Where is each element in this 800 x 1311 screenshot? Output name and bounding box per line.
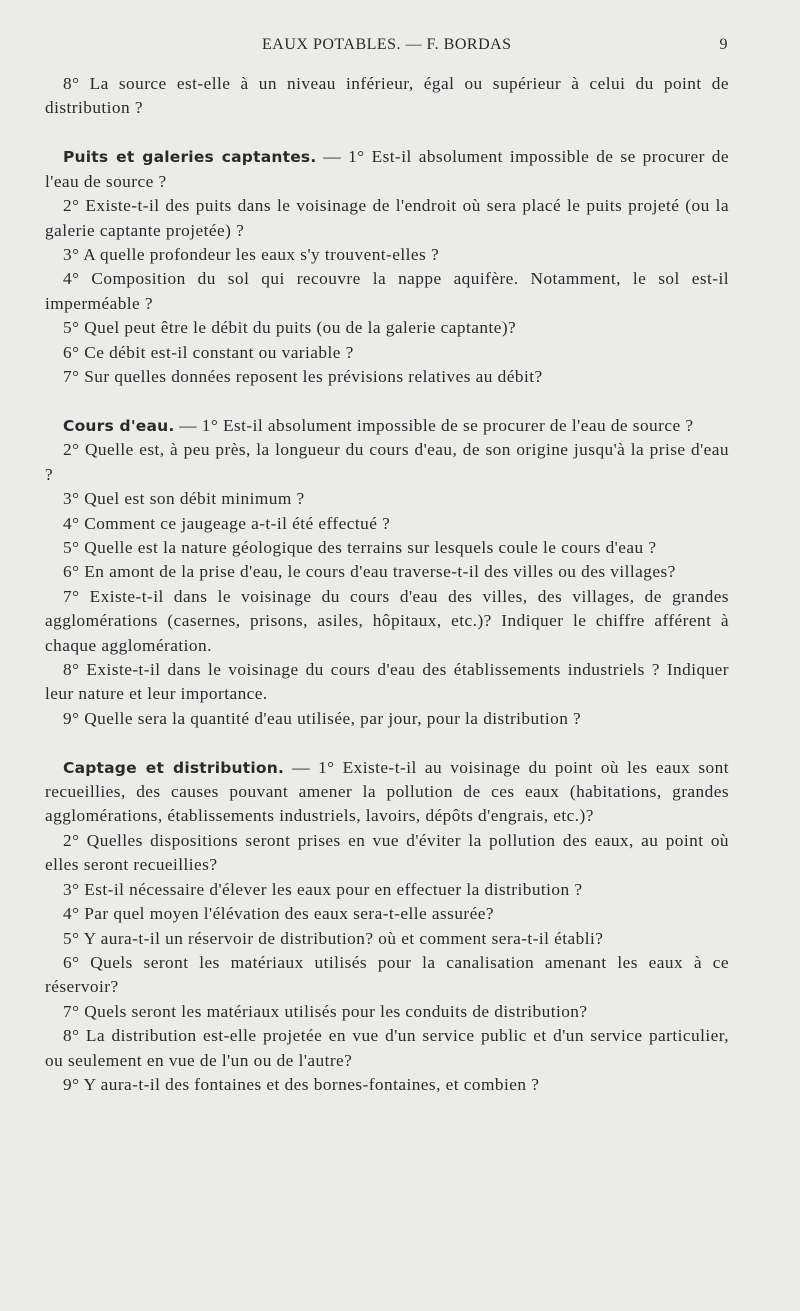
page-number: 9 [719, 36, 728, 53]
section-heading: Puits et galeries captantes. [63, 148, 317, 167]
paragraph: 9° Y aura-t-il des fontaines et des bornes-fontaines, et combien ? [63, 1074, 540, 1094]
paragraph: 6° Quels seront les matériaux utilisés pour la canalisation amenant les eaux à ce réservoir? [45, 952, 729, 997]
paragraph: 8° La distribution est-elle projetée en vue d'un service public et d'un service particulier, ou seulement en vue de l'un ou de l'autre? [45, 1026, 729, 1070]
running-title: EAUX POTABLES. — F. BORDAS [262, 36, 512, 53]
paragraph: 5° Y aura-t-il un réservoir de distribution? où et comment sera-t-il établi? [63, 928, 604, 948]
paragraph: 8° La source est-elle à un niveau inférieur, égal ou supérieur à celui du point de distribution ? [45, 74, 729, 118]
page-body [45, 72, 729, 1097]
paragraph: 6° Ce débit est-il constant ou variable ? [63, 342, 354, 362]
paragraph: 3° Quel est son débit minimum ? [63, 489, 305, 509]
paragraph: 2° Quelle est, à peu près, la longueur du cours d'eau, de son origine jusqu'à la prise d'eau ? [45, 440, 729, 484]
paragraph: 2° Existe-t-il des puits dans le voisinage de l'endroit où sera placé le puits projeté (ou la galerie captante projetée) ? [45, 196, 729, 240]
paragraph: 5° Quel peut être le débit du puits (ou de la galerie captante)? [63, 318, 517, 338]
running-header [0, 36, 800, 58]
section-heading: Cours d'eau. [63, 416, 175, 435]
paragraph: 7° Sur quelles données reposent les prévisions relatives au débit? [63, 366, 543, 386]
paragraph: 5° Quelle est la nature géologique des terrains sur lesquels coule le cours d'eau ? [63, 537, 657, 557]
section-paragraph: Cours d'eau. — 1° Est-il absolument impossible de se procurer de l'eau de source ? [63, 415, 694, 435]
section-heading: Captage et distribution. [63, 758, 285, 777]
section-paragraph: Captage et distribution. — 1° Existe-t-il au voisinage du point où les eaux sont recueillies, des causes pouvant amener la pollution de ces eaux (habitations, grandes agglomérations, établissements industriels, lavoirs, dépôts d'engrais, etc.)? [45, 757, 729, 826]
paragraph: 4° Par quel moyen l'élévation des eaux sera-t-elle assurée? [63, 904, 494, 924]
paragraph: 3° A quelle profondeur les eaux s'y trouvent-elles ? [63, 244, 440, 264]
paragraph: 7° Existe-t-il dans le voisinage du cours d'eau des villes, des villages, de grandes agglomérations (casernes, prisons, asiles, hôpitaux, etc.)? Indiquer le chiffre afférent à chaque agglomération. [45, 586, 729, 655]
paragraph: 6° En amont de la prise d'eau, le cours d'eau traverse-t-il des villes ou des villages? [63, 562, 676, 582]
paragraph: 3° Est-il nécessaire d'élever les eaux pour en effectuer la distribution ? [63, 879, 583, 899]
paragraph: 2° Quelles dispositions seront prises en vue d'éviter la pollution des eaux, au point où elles seront recueillies? [45, 830, 729, 875]
paragraph: 8° Existe-t-il dans le voisinage du cours d'eau des établissements industriels ? Indiquer leur nature et leur importance. [45, 659, 729, 704]
paragraph: 4° Composition du sol qui recouvre la nappe aquifère. Notamment, le sol est-il imperméable ? [45, 269, 729, 313]
section-paragraph: Puits et galeries captantes. — 1° Est-il absolument impossible de se procurer de l'eau de source ? [45, 147, 729, 191]
paragraph: 4° Comment ce jaugeage a-t-il été effectué ? [63, 513, 391, 533]
paragraph: 7° Quels seront les matériaux utilisés pour les conduits de distribution? [63, 1001, 588, 1021]
paragraph: 9° Quelle sera la quantité d'eau utilisée, par jour, pour la distribution ? [63, 708, 582, 728]
